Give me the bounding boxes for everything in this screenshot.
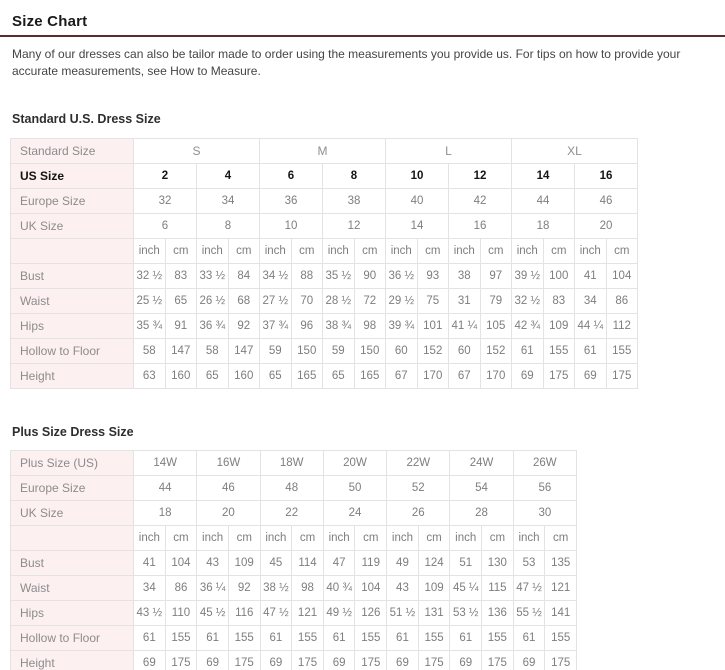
measure-cell: 69 (387, 650, 419, 670)
measure-cell: 155 (543, 338, 575, 363)
measure-cell: 121 (292, 600, 324, 625)
size-cell: 26 (387, 500, 450, 525)
size-cell: 32 (134, 188, 197, 213)
size-cell: 16W (197, 450, 260, 475)
unit-cell: cm (165, 238, 197, 263)
measure-cell: 135 (545, 550, 577, 575)
measure-cell: 121 (545, 575, 577, 600)
measure-cell: 61 (260, 625, 292, 650)
measure-cell: 34 (575, 288, 607, 313)
measure-cell: 40 ¾ (323, 575, 355, 600)
size-cell: 36 (260, 188, 323, 213)
group-cell: M (260, 138, 386, 163)
measure-cell: 110 (165, 600, 197, 625)
unit-cell: cm (543, 238, 575, 263)
measure-cell: 65 (260, 363, 292, 388)
size-row (11, 163, 638, 188)
row-label: Height (11, 363, 134, 388)
measure-cell: 155 (228, 625, 260, 650)
size-cell: 8 (323, 163, 386, 188)
measure-cell: 61 (323, 625, 355, 650)
measure-cell: 61 (512, 338, 544, 363)
size-cell: 4 (197, 163, 260, 188)
measure-cell: 49 (387, 550, 419, 575)
measure-cell: 34 ½ (260, 263, 292, 288)
unit-cell: cm (545, 525, 577, 550)
measure-cell: 98 (354, 313, 386, 338)
size-cell: 38 (323, 188, 386, 213)
size-cell: 12 (323, 213, 386, 238)
row-label: Hollow to Floor (11, 338, 134, 363)
measure-cell: 61 (513, 625, 545, 650)
measure-cell: 41 (134, 550, 166, 575)
measure-cell: 47 ½ (513, 575, 545, 600)
unit-header-row (11, 525, 577, 550)
size-cell: 8 (197, 213, 260, 238)
unit-cell: cm (417, 238, 449, 263)
row-label: US Size (11, 163, 134, 188)
plus-size-heading: Plus Size Dress Size (12, 424, 134, 439)
measure-cell: 67 (386, 363, 418, 388)
size-cell: 40 (386, 188, 449, 213)
measure-cell: 100 (543, 263, 575, 288)
size-cell: 20W (323, 450, 386, 475)
unit-header-row (11, 238, 638, 263)
measure-cell: 124 (418, 550, 450, 575)
measure-cell: 86 (606, 288, 638, 313)
measure-cell: 35 ½ (323, 263, 355, 288)
measure-cell: 49 ½ (323, 600, 355, 625)
measure-cell: 26 ½ (197, 288, 229, 313)
unit-cell: cm (355, 525, 387, 550)
measure-cell: 114 (292, 550, 324, 575)
size-cell: 44 (134, 475, 197, 500)
size-cell: 24 (323, 500, 386, 525)
size-cell: 6 (260, 163, 323, 188)
measure-cell: 33 ½ (197, 263, 229, 288)
size-cell: 18W (260, 450, 323, 475)
measure-cell: 25 ½ (134, 288, 166, 313)
measure-cell: 45 (260, 550, 292, 575)
unit-cell: cm (480, 238, 512, 263)
size-cell: 26W (513, 450, 576, 475)
measure-cell: 116 (228, 600, 260, 625)
measure-cell: 44 ¼ (575, 313, 607, 338)
measure-cell: 175 (228, 650, 260, 670)
measure-cell: 175 (482, 650, 514, 670)
size-cell: 46 (575, 188, 638, 213)
measure-cell: 47 ½ (260, 600, 292, 625)
measure-cell: 53 (513, 550, 545, 575)
unit-cell: inch (513, 525, 545, 550)
measure-cell: 92 (228, 313, 260, 338)
measure-cell: 41 ¼ (449, 313, 481, 338)
measure-cell: 104 (165, 550, 197, 575)
measure-cell: 68 (228, 288, 260, 313)
measure-cell: 170 (417, 363, 449, 388)
measure-cell: 91 (165, 313, 197, 338)
measure-cell: 34 (134, 575, 166, 600)
measure-cell: 155 (545, 625, 577, 650)
measure-row (11, 550, 577, 575)
size-cell: 20 (575, 213, 638, 238)
measure-cell: 45 ½ (197, 600, 229, 625)
size-row (11, 213, 638, 238)
measure-cell: 41 (575, 263, 607, 288)
unit-cell: inch (134, 238, 166, 263)
size-cell: 10 (260, 213, 323, 238)
row-label: Waist (11, 288, 134, 313)
measure-row (11, 650, 577, 670)
measure-cell: 60 (449, 338, 481, 363)
measure-cell: 109 (418, 575, 450, 600)
size-cell: 56 (513, 475, 576, 500)
row-label: Hollow to Floor (11, 625, 134, 650)
measure-cell: 27 ½ (260, 288, 292, 313)
measure-cell: 59 (260, 338, 292, 363)
measure-cell: 147 (165, 338, 197, 363)
measure-cell: 59 (323, 338, 355, 363)
unit-cell: inch (386, 238, 418, 263)
unit-cell: cm (228, 238, 260, 263)
measure-cell: 36 ¾ (197, 313, 229, 338)
unit-cell: cm (606, 238, 638, 263)
measure-cell: 109 (228, 550, 260, 575)
measure-cell: 43 (197, 550, 229, 575)
measure-row (11, 288, 638, 313)
row-label: Bust (11, 550, 134, 575)
standard-size-table (10, 138, 638, 389)
size-cell: 10 (386, 163, 449, 188)
unit-cell: cm (354, 238, 386, 263)
measure-cell: 60 (386, 338, 418, 363)
size-row (11, 450, 577, 475)
measure-cell: 55 ½ (513, 600, 545, 625)
measure-cell: 61 (197, 625, 229, 650)
measure-cell: 43 (387, 575, 419, 600)
measure-cell: 130 (482, 550, 514, 575)
row-label: UK Size (11, 500, 134, 525)
size-cell: 24W (450, 450, 513, 475)
measure-cell: 155 (165, 625, 197, 650)
size-cell: 18 (512, 213, 575, 238)
measure-cell: 152 (417, 338, 449, 363)
group-cell: L (386, 138, 512, 163)
row-label: Europe Size (11, 475, 134, 500)
size-cell: 16 (449, 213, 512, 238)
unit-cell: cm (291, 238, 323, 263)
size-cell: 44 (512, 188, 575, 213)
measure-cell: 105 (480, 313, 512, 338)
unit-cell: inch (197, 238, 229, 263)
measure-cell: 96 (291, 313, 323, 338)
measure-cell: 112 (606, 313, 638, 338)
measure-cell: 43 ½ (134, 600, 166, 625)
unit-cell: inch (512, 238, 544, 263)
measure-cell: 175 (292, 650, 324, 670)
measure-cell: 141 (545, 600, 577, 625)
size-cell: 22W (387, 450, 450, 475)
measure-cell: 119 (355, 550, 387, 575)
measure-cell: 136 (482, 600, 514, 625)
row-label: Bust (11, 263, 134, 288)
measure-cell: 35 ¾ (134, 313, 166, 338)
unit-cell: inch (323, 525, 355, 550)
measure-cell: 175 (355, 650, 387, 670)
measure-cell: 69 (450, 650, 482, 670)
measure-cell: 39 ½ (512, 263, 544, 288)
measure-cell: 38 ¾ (323, 313, 355, 338)
measure-cell: 28 ½ (323, 288, 355, 313)
row-label (11, 238, 134, 263)
measure-cell: 83 (543, 288, 575, 313)
measure-cell: 69 (134, 650, 166, 670)
row-label: Waist (11, 575, 134, 600)
size-cell: 54 (450, 475, 513, 500)
measure-cell: 170 (480, 363, 512, 388)
measure-cell: 152 (480, 338, 512, 363)
measure-cell: 147 (228, 338, 260, 363)
measure-cell: 175 (165, 650, 197, 670)
unit-cell: cm (165, 525, 197, 550)
measure-cell: 69 (323, 650, 355, 670)
row-label: Hips (11, 313, 134, 338)
measure-cell: 61 (387, 625, 419, 650)
size-cell: 18 (134, 500, 197, 525)
measure-cell: 92 (228, 575, 260, 600)
title-divider (0, 35, 725, 37)
measure-cell: 155 (482, 625, 514, 650)
plus-size-table (10, 450, 577, 670)
measure-cell: 97 (480, 263, 512, 288)
page-title: Size Chart (12, 13, 88, 30)
measure-cell: 53 ½ (450, 600, 482, 625)
row-label: Plus Size (US) (11, 450, 134, 475)
size-cell: 12 (449, 163, 512, 188)
measure-cell: 160 (228, 363, 260, 388)
unit-cell: cm (418, 525, 450, 550)
measure-row (11, 625, 577, 650)
group-cell: S (134, 138, 260, 163)
measure-cell: 39 ¾ (386, 313, 418, 338)
size-cell: 52 (387, 475, 450, 500)
measure-cell: 58 (197, 338, 229, 363)
size-cell: 6 (134, 213, 197, 238)
measure-cell: 165 (354, 363, 386, 388)
measure-cell: 115 (482, 575, 514, 600)
measure-cell: 51 ½ (387, 600, 419, 625)
measure-cell: 175 (606, 363, 638, 388)
unit-cell: inch (134, 525, 166, 550)
measure-cell: 69 (260, 650, 292, 670)
measure-cell: 61 (575, 338, 607, 363)
unit-cell: inch (575, 238, 607, 263)
measure-cell: 63 (134, 363, 166, 388)
measure-cell: 65 (323, 363, 355, 388)
measure-cell: 175 (543, 363, 575, 388)
measure-cell: 47 (323, 550, 355, 575)
measure-cell: 155 (355, 625, 387, 650)
measure-cell: 38 (449, 263, 481, 288)
measure-cell: 175 (545, 650, 577, 670)
measure-row (11, 600, 577, 625)
measure-cell: 155 (606, 338, 638, 363)
measure-cell: 150 (354, 338, 386, 363)
measure-cell: 175 (418, 650, 450, 670)
measure-cell: 101 (417, 313, 449, 338)
size-cell: 22 (260, 500, 323, 525)
measure-row (11, 363, 638, 388)
row-label (11, 525, 134, 550)
row-label: Europe Size (11, 188, 134, 213)
measure-cell: 69 (575, 363, 607, 388)
size-cell: 48 (260, 475, 323, 500)
measure-cell: 29 ½ (386, 288, 418, 313)
row-label: UK Size (11, 213, 134, 238)
measure-cell: 104 (606, 263, 638, 288)
size-cell: 46 (197, 475, 260, 500)
measure-cell: 165 (291, 363, 323, 388)
group-header-row (11, 138, 638, 163)
measure-cell: 75 (417, 288, 449, 313)
size-cell: 34 (197, 188, 260, 213)
group-cell: XL (512, 138, 638, 163)
measure-cell: 98 (292, 575, 324, 600)
measure-cell: 160 (165, 363, 197, 388)
measure-cell: 86 (165, 575, 197, 600)
measure-cell: 79 (480, 288, 512, 313)
measure-cell: 69 (512, 363, 544, 388)
measure-cell: 51 (450, 550, 482, 575)
unit-cell: cm (292, 525, 324, 550)
unit-cell: inch (323, 238, 355, 263)
measure-row (11, 263, 638, 288)
row-label: Standard Size (11, 138, 134, 163)
measure-cell: 83 (165, 263, 197, 288)
measure-cell: 90 (354, 263, 386, 288)
measure-cell: 38 ½ (260, 575, 292, 600)
measure-cell: 42 ¾ (512, 313, 544, 338)
unit-cell: inch (450, 525, 482, 550)
row-label: Hips (11, 600, 134, 625)
measure-cell: 67 (449, 363, 481, 388)
measure-cell: 65 (165, 288, 197, 313)
unit-cell: cm (482, 525, 514, 550)
measure-cell: 45 ¼ (450, 575, 482, 600)
measure-cell: 36 ¼ (197, 575, 229, 600)
unit-cell: inch (197, 525, 229, 550)
measure-cell: 72 (354, 288, 386, 313)
size-cell: 14W (134, 450, 197, 475)
measure-row (11, 338, 638, 363)
measure-row (11, 575, 577, 600)
unit-cell: inch (260, 238, 292, 263)
unit-cell: cm (228, 525, 260, 550)
measure-cell: 126 (355, 600, 387, 625)
measure-cell: 61 (450, 625, 482, 650)
size-chart-page (0, 13, 725, 670)
measure-cell: 65 (197, 363, 229, 388)
standard-size-heading: Standard U.S. Dress Size (12, 111, 161, 126)
size-cell: 2 (134, 163, 197, 188)
measure-cell: 61 (134, 625, 166, 650)
size-row (11, 500, 577, 525)
row-label: Height (11, 650, 134, 670)
size-row (11, 188, 638, 213)
measure-cell: 150 (291, 338, 323, 363)
measure-cell: 84 (228, 263, 260, 288)
size-row (11, 475, 577, 500)
measure-cell: 109 (543, 313, 575, 338)
size-cell: 16 (575, 163, 638, 188)
unit-cell: inch (449, 238, 481, 263)
size-cell: 20 (197, 500, 260, 525)
measure-cell: 69 (513, 650, 545, 670)
measure-cell: 36 ½ (386, 263, 418, 288)
measure-cell: 155 (292, 625, 324, 650)
measure-cell: 131 (418, 600, 450, 625)
measure-cell: 70 (291, 288, 323, 313)
size-cell: 14 (386, 213, 449, 238)
measure-cell: 58 (134, 338, 166, 363)
measure-cell: 32 ½ (512, 288, 544, 313)
measure-cell: 37 ¾ (260, 313, 292, 338)
measure-cell: 32 ½ (134, 263, 166, 288)
unit-cell: inch (260, 525, 292, 550)
measure-row (11, 313, 638, 338)
measure-cell: 31 (449, 288, 481, 313)
intro-text: Many of our dresses can also be tailor made to order using the measurements you provide us. For tips on how to provide your accurate measurements, see How to Measure. (12, 47, 681, 79)
size-cell: 50 (323, 475, 386, 500)
measure-cell: 69 (197, 650, 229, 670)
size-cell: 14 (512, 163, 575, 188)
size-cell: 30 (513, 500, 576, 525)
size-cell: 42 (449, 188, 512, 213)
size-cell: 28 (450, 500, 513, 525)
measure-cell: 104 (355, 575, 387, 600)
measure-cell: 155 (418, 625, 450, 650)
measure-cell: 93 (417, 263, 449, 288)
measure-cell: 88 (291, 263, 323, 288)
unit-cell: inch (387, 525, 419, 550)
